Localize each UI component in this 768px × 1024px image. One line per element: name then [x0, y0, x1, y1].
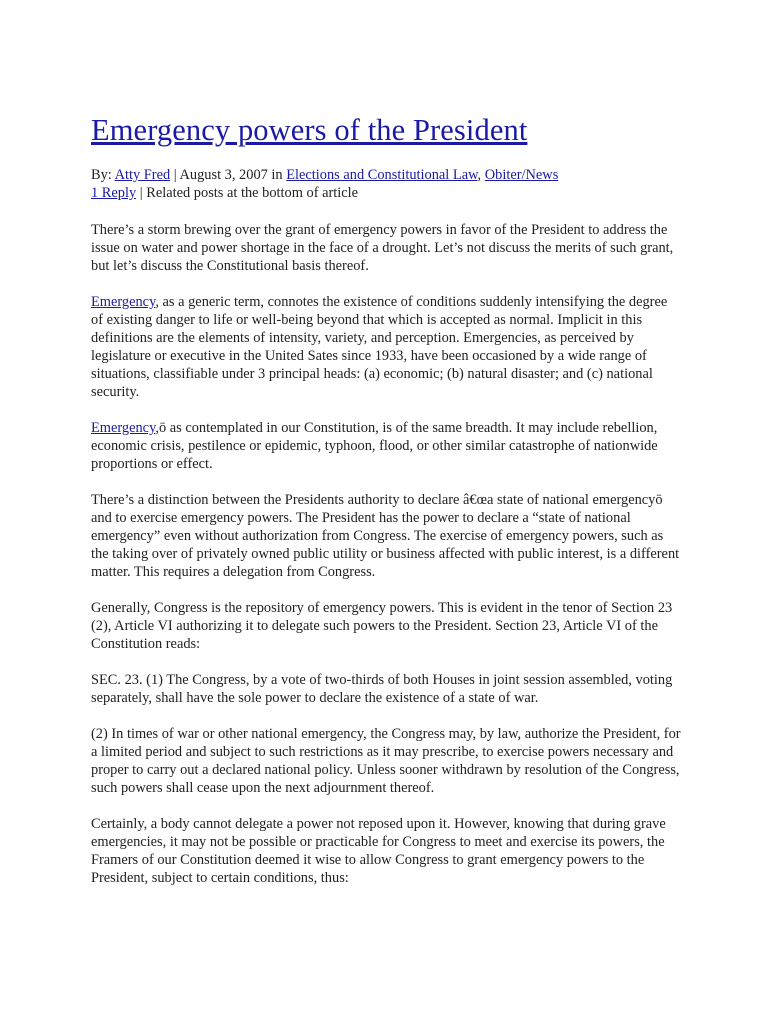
paragraph-emergency-definition	[91, 293, 681, 401]
related-posts-note: | Related posts at the bottom of article	[139, 185, 359, 201]
category-link-elections[interactable]: Elections and Constitutional Law	[286, 167, 478, 183]
category-separator: ,	[477, 167, 482, 183]
paragraph-sec23-1: SEC. 23. (1) The Congress, by a vote of two-thirds of both Houses in joint session assembled, voting separately, shall have the sole power to declare the existence of a state of war.	[91, 672, 673, 706]
emergency-link-2[interactable]: Emergency	[91, 420, 156, 436]
paragraph-distinction: There’s a distinction between the Presidents authority to declare â€œa state of national emergencyō and to exercise emergency powers. The President has the power to declare a “state of national emergency” even without authorization from Congress. The exercise of emergency powers, such as the taking over of privately owned public utility or business affected with public interest, is a different matter. This requires a delegation from Congress.	[91, 492, 680, 580]
title-link[interactable]: Emergency powers of the President	[91, 113, 528, 147]
paragraph-text: , as a generic term, connotes the existence of conditions suddenly intensifying the degree of existing danger to life or well-being beyond that which is accepted as normal. Implicit in this definitions are the elements of intensity, variety, and perception. Emergencies, as perceived by legislature or executive in the United Sates since 1933, have been occasioned by a wide range of situations, classifiable under 3 principal heads: (a) economic; (b) natural disaster; and (c) national security.	[91, 294, 668, 400]
paragraph-emergency-constitution	[91, 419, 681, 473]
page-title	[91, 111, 708, 149]
paragraph-congress-repository: Generally, Congress is the repository of emergency powers. This is evident in the tenor of Section 23 (2), Article VI authorizing it to delegate such powers to the President. Section 23, Article VI of the Constitution reads:	[91, 600, 673, 652]
category-link-obiter[interactable]: Obiter/News	[484, 167, 559, 183]
post-date: August 3, 2007 in	[179, 167, 283, 183]
paragraph-intro: There’s a storm brewing over the grant of emergency powers in favor of the President to address the issue on water and power shortage in the face of a drought. Let’s not discuss the merits of such grant, but let’s discuss the Constitutional basis thereof.	[91, 222, 674, 274]
replies-link[interactable]: 1 Reply	[91, 185, 137, 201]
paragraph-conclusion: Certainly, a body cannot delegate a power not reposed upon it. However, knowing that during grave emergencies, it may not be possible or practicable for Congress to meet and exercise its powers, the Framers of our Constitution deemed it wise to allow Congress to grant emergency powers to the President, subject to certain conditions, thus:	[91, 816, 666, 886]
by-label: By:	[91, 167, 112, 183]
paragraph-text: ,ō as contemplated in our Constitution, is of the same breadth. It may include rebellion, economic crisis, pestilence or epidemic, typhoon, flood, or other similar catastrophe of nationwide proportions or effect.	[91, 420, 658, 472]
author-link[interactable]: Atty Fred	[114, 167, 171, 183]
article-meta	[91, 166, 708, 202]
emergency-link[interactable]: Emergency	[91, 294, 156, 310]
paragraph-sec23-2: (2) In times of war or other national emergency, the Congress may, by law, authorize the President, for a limited period and subject to such restrictions as it may prescribe, to exercise powers necessary and proper to carry out a declared national policy. Unless sooner withdrawn by resolution of the Congress, such powers shall cease upon the next adjournment thereof.	[91, 726, 681, 796]
article-body	[91, 221, 708, 887]
meta-separator: |	[173, 167, 177, 183]
